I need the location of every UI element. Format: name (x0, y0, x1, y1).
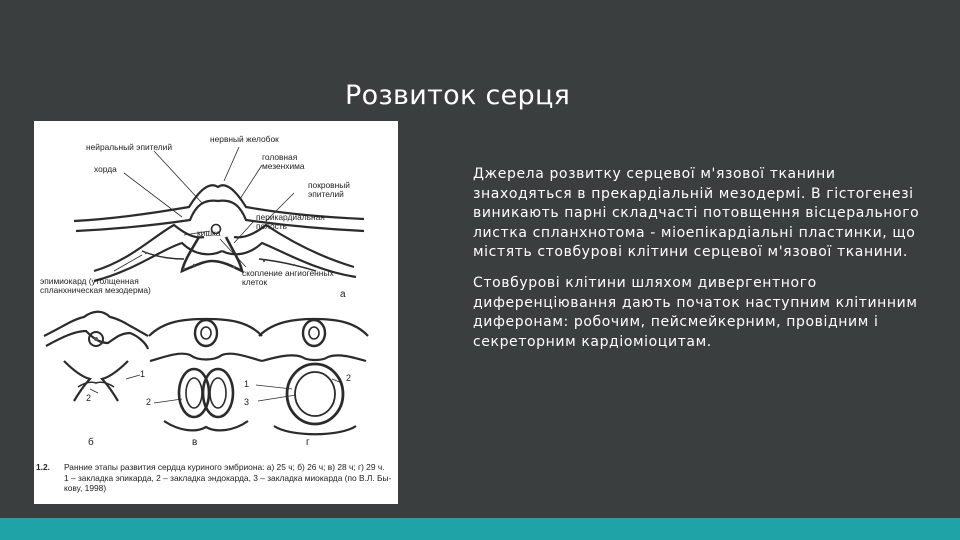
caption-text-1: Ранние этапы развития сердца куриного эмбриона: а) 25 ч; б) 26 ч; в) 28 ч; г) 29 ч. (64, 462, 385, 472)
caption-line-3: кову, 1998) (64, 483, 107, 493)
figure-caption (36, 462, 392, 494)
label-gut: кишка (197, 228, 221, 238)
label-neural-groove: нервный желобок (210, 134, 279, 144)
panel-letter-a: а (340, 289, 346, 300)
figure-num-3-v: 3 (244, 397, 250, 407)
panel-letter-g: г (306, 437, 310, 448)
label-chord: хорда (94, 164, 117, 174)
panel-letter-b: б (88, 437, 94, 448)
figure-num-1-b: 1 (140, 369, 146, 379)
footer-accent-bar (0, 518, 960, 540)
label-head-mesenchyme: головная мезенхима (262, 152, 305, 171)
embryo-figure (34, 121, 398, 504)
caption-line-1 (36, 462, 392, 473)
figure-num-1-v: 1 (244, 379, 250, 389)
label-pericardial-cavity: перикардиальная полость (256, 212, 325, 231)
figure-num-2-g: 2 (346, 373, 352, 383)
paragraph-sources: Джерела розвитку серцевої м'язової тканини знаходяться в прекардіальній мезодермі. В гістогенезі виникають парні складчасті потовщення вісцерального листка спланхнотома - міоепікардіальні пластинки, що містять стовбурові клітини серцевої м'язової тканини. (473, 166, 920, 261)
label-neural-epithelium: нейральный эпителий (86, 142, 173, 152)
panel-letter-v: в (192, 437, 198, 448)
caption-number: 1.2. (36, 462, 50, 472)
figure-num-2-b: 2 (86, 393, 92, 403)
slide-title: Розвиток серця (345, 80, 571, 111)
paragraph-differentiation: Стовбурові клітини шляхом дивергентного диференціювання дають початок наступним клітинним диферонам: робочим, пейсмейкерним, провідним і секреторним кардіоміоцитам. (473, 274, 918, 350)
figure-num-2-v: 2 (146, 397, 152, 407)
label-surface-epithelium: покровный эпителий (308, 180, 350, 199)
caption-line-2: 1 – закладка эпикарда, 2 – закладка эндокарда, 3 – закладка миокарда (по В.Л. Бы- (64, 472, 392, 483)
label-epimyocard: эпимиокард (утолщенная спланхническая мезодерма) (40, 276, 151, 295)
body-text (473, 165, 923, 363)
label-angiogenic-cluster: скопление ангиогенных клеток (242, 268, 334, 287)
